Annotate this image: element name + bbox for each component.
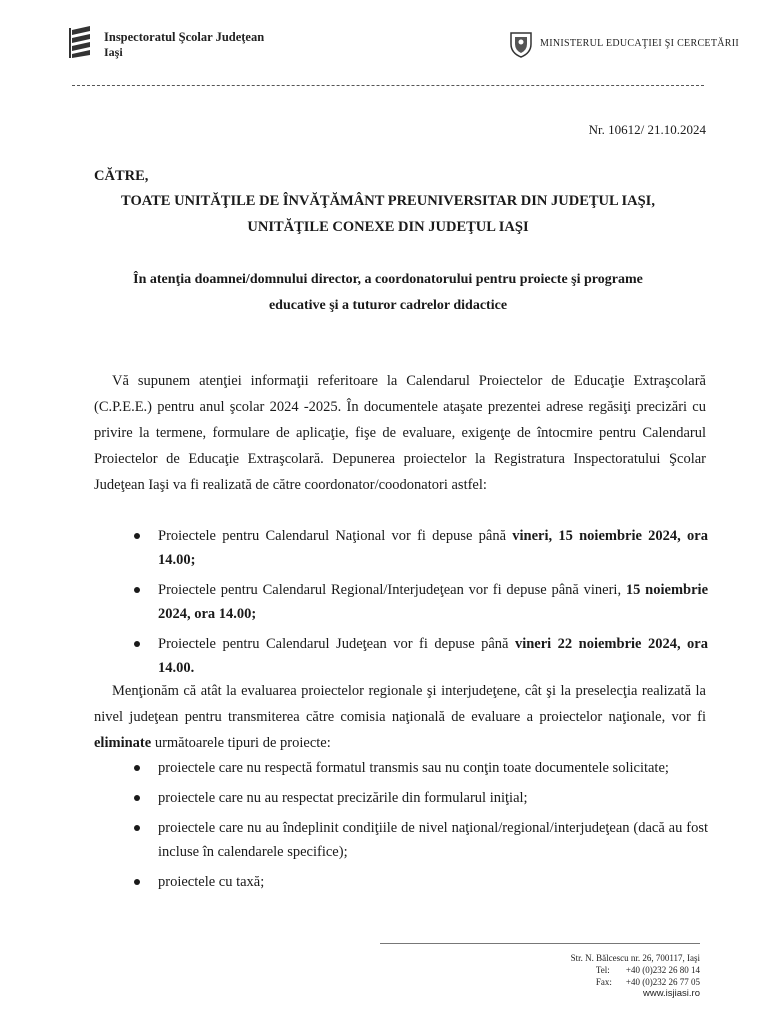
deadline-text: Proiectele pentru Calendarul Judeţean vor fi depuse până [158,636,515,652]
deadline-date: vineri 22 noiembrie 2024, ora 14.00. [158,636,708,676]
phone-label: Tel: [595,965,610,975]
bullet-icon [134,825,140,831]
elimination-text-post: următoarele tipuri de proiecte: [151,735,331,751]
footer-divider [380,943,700,944]
intro-paragraph: Vă supunem atenţiei informaţii referitoare la Calendarul Proiectelor de Educaţie Extraşcolară (C.P.E.E.) pentru anul şcolar 2024 -2025. În documentele ataşate prezentei adrese regăsiţi precizări cu privire la termene, formulare de aplicaţie, fişe de evaluare, exigenţe de întocmire pentru Calendarul Proiectelor de Educaţie Extraşcolară. Depunerea proiectelor la Registratura Inspectoratului Şcolar Judeţean Iaşi va fi realizată de către coordonator/coodonatori astfel: [94,373,706,493]
footer-address: Str. N. Bălcescu nr. 26, 700117, Iaşi [570,953,700,963]
document-number: Nr. 10612/ 21.10.2024 [588,122,706,137]
attention-line-1: În atenţia doamnei/domnului director, a coordonatorului pentru proiecte şi programe [133,272,643,287]
footer-fax [596,976,700,988]
bullet-icon [134,641,140,647]
ministry-name: MINISTERUL EDUCAŢIEI ŞI CERCETĂRII [540,38,739,49]
exclusion-list [134,756,708,900]
bullet-icon [134,879,140,885]
bullet-icon [134,587,140,593]
list-item [134,756,708,780]
exclusion-text: proiectele care nu respectă formatul transmis sau nu conţin toate documentele solicitate; [158,760,669,776]
list-item [134,816,708,864]
elimination-keyword: eliminate [94,735,152,751]
list-item [134,786,708,810]
elimination-text-pre: Menţionăm că atât la evaluarea proiectelor regionale şi interjudeţene, cât şi la preselecţia realizată la nivel judeţean pentru transmiterea către comisia naţională de evaluare a proiectelor naţionale, vor fi [94,683,706,725]
attention-line-2: educative şi a tuturor cadrelor didactice [268,298,508,313]
bullet-icon [134,795,140,801]
header-divider [72,85,704,86]
list-item [134,632,708,680]
addressee-line-2: UNITĂŢILE CONEXE DIN JUDEŢUL IAŞI [247,219,529,235]
deadline-date: vineri, 15 noiembrie 2024, ora 14.00; [158,528,708,568]
footer-phone [596,964,700,976]
fax-label: Fax: [595,977,612,987]
deadline-text: Proiectele pentru Calendarul Naţional vor fi depuse până [158,528,513,544]
deadline-list [134,524,708,686]
addressee-label: CĂTRE, [94,168,149,184]
exclusion-text: proiectele care nu au respectat precizările din formularul iniţial; [158,790,528,806]
fax-number: +40 (0)232 26 77 05 [625,977,700,987]
institution-name: Inspectoratul Şcolar Judeţean [104,30,265,44]
list-item [134,870,708,894]
isj-logo [68,24,96,58]
addressee-line-1: TOATE UNITĂŢILE DE ÎNVĂŢĂMÂNT PREUNIVERSITAR DIN JUDEŢUL IAŞI, [121,193,655,209]
bullet-icon [134,533,140,539]
exclusion-text: proiectele care nu au îndeplinit condiţiile de nivel naţional/regional/interjudeţean (dacă au fost incluse în calendarele specifice); [158,820,708,860]
footer-website: www.isjiasi.ro [642,988,700,999]
list-item [134,578,708,626]
phone-number: +40 (0)232 26 80 14 [625,965,700,975]
exclusion-text: proiectele cu taxă; [158,874,265,890]
deadline-text: Proiectele pentru Calendarul Regional/Interjudeţean vor fi depuse până vineri, [158,582,626,598]
coat-of-arms-icon [508,30,534,58]
institution-city: Iaşi [104,45,123,59]
list-item [134,524,708,572]
bullet-icon [134,765,140,771]
elimination-paragraph [94,678,706,756]
deadline-date: 15 noiembrie 2024, ora 14.00; [158,582,709,622]
